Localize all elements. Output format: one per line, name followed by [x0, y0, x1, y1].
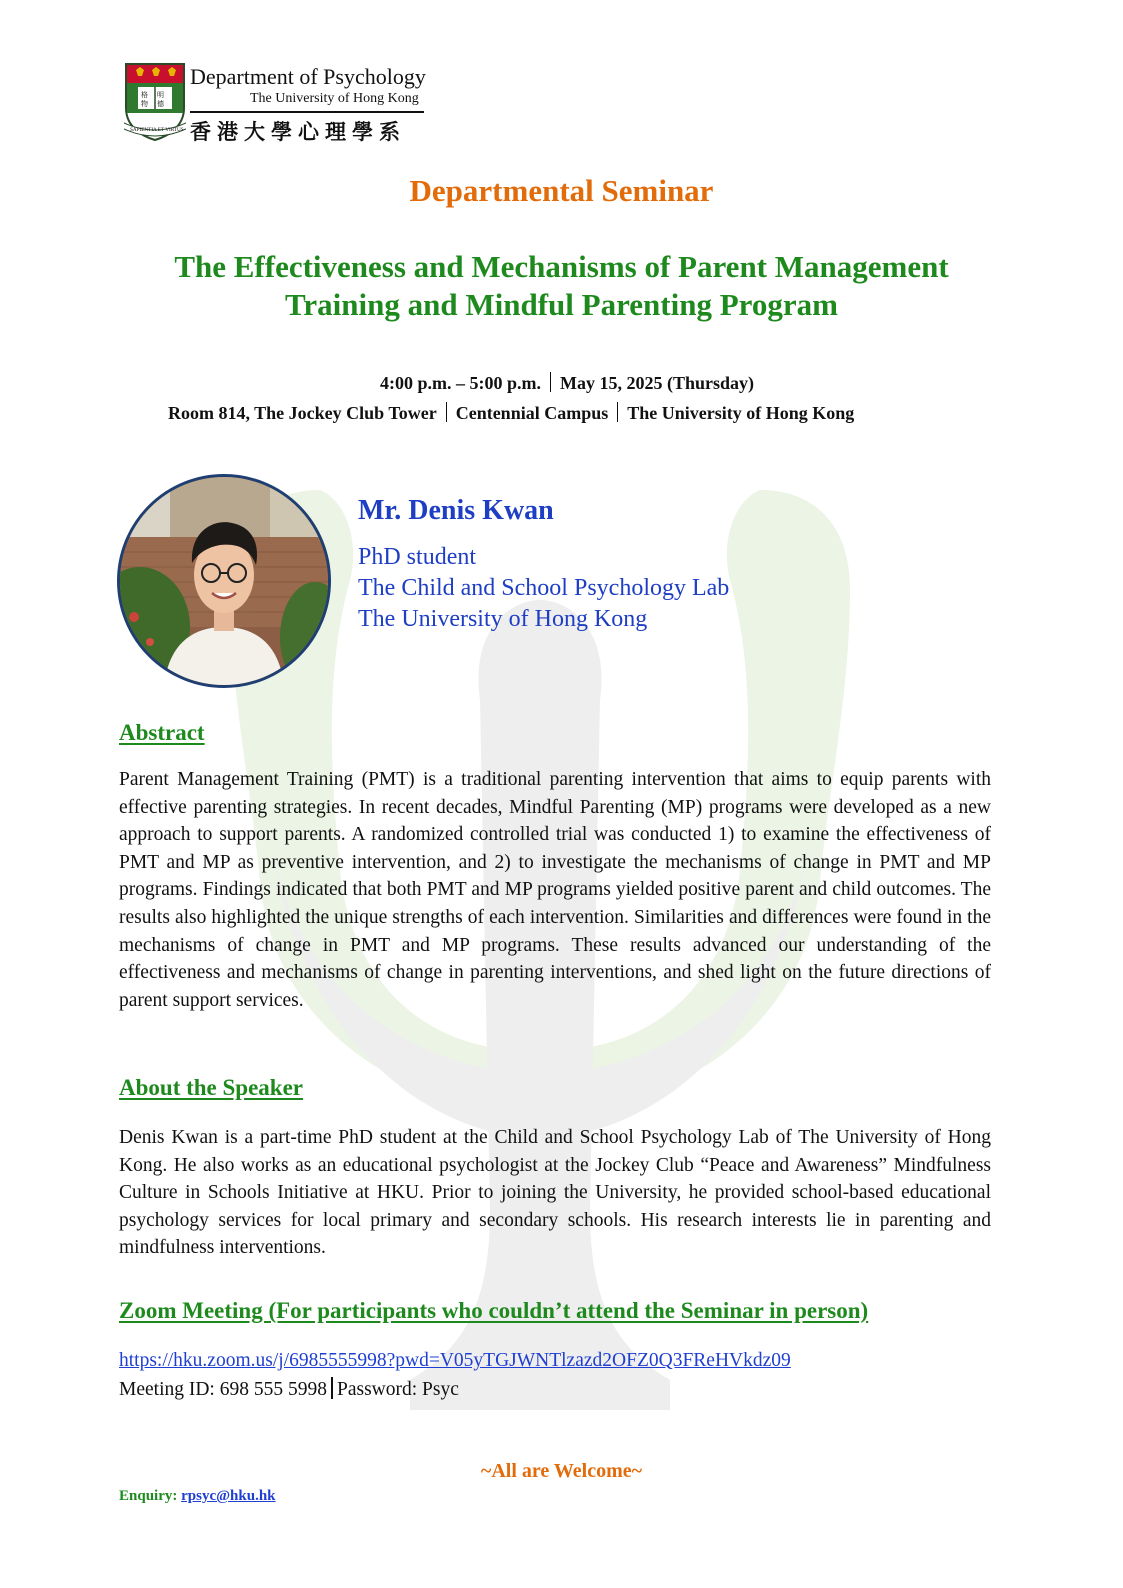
seminar-room: Room 814, The Jockey Club Tower [168, 403, 437, 423]
separator [446, 402, 447, 422]
enquiry-email-link[interactable]: rpsyc@hku.hk [181, 1488, 276, 1504]
seminar-campus: Centennial Campus [455, 403, 609, 423]
svg-text:物: 物 [141, 100, 148, 108]
abstract-heading: Abstract [119, 720, 205, 745]
seminar-university: The University of Hong Kong [627, 403, 855, 423]
about-speaker-text: Denis Kwan is a part-time PhD student at the Child and School Psychology Lab of The University of Hong Kong. He also works as an educational psychologist at the Jockey Club “Peace and Awareness” Mindfulness Culture in Schools Initiative at HKU. Prior to joining the University, he provided school-based educational psychology services for local primary and secondary schools. His research interests lie in parenting and mindfulness interventions. [119, 1127, 991, 1259]
meeting-id: Meeting ID: 698 555 5998 [119, 1379, 327, 1400]
separator [617, 402, 618, 422]
separator [331, 1377, 333, 1399]
seminar-title [60, 248, 1063, 324]
abstract-text: Parent Management Training (PMT) is a traditional parenting intervention that aims to equip parents with effective parenting strategies. In recent decades, Mindful Parenting (MP) programs were developed as a new approach to support parents. A randomized controlled trial was conducted 1) to examine the effectiveness of PMT and MP as preventive intervention, and 2) to investigate the mechanisms of change in PMT and MP programs. Findings indicated that both PMT and MP programs yielded positive parent and child outcomes. The results also highlighted the unique strengths of each intervention. Similarities and differences were found in the mechanisms of change in PMT and MP programs. These results advanced our understanding of the effectiveness and mechanisms of change in parenting interventions, and shed light on the future directions of parent support services. [119, 769, 991, 1011]
svg-text:德: 德 [157, 100, 164, 108]
seminar-type: Departmental Seminar [409, 173, 714, 208]
speaker-role: PhD student [358, 544, 477, 570]
title-line-1: The Effectiveness and Mechanisms of Parent Management [174, 249, 949, 284]
speaker-name: Mr. Denis Kwan [358, 495, 554, 526]
zoom-heading: Zoom Meeting (For participants who couldn’t attend the Seminar in person) [119, 1298, 869, 1323]
about-speaker-heading: About the Speaker [119, 1075, 304, 1100]
svg-text:格: 格 [141, 91, 148, 99]
schedule-time-date [380, 372, 754, 394]
separator [550, 372, 551, 392]
enquiry-line [119, 1488, 276, 1505]
welcome-message: ~All are Welcome~ [480, 1460, 643, 1482]
enquiry-label: Enquiry: [119, 1488, 178, 1504]
chinese-department-name: 香港大學心理學系 [190, 120, 406, 144]
logo-divider [190, 111, 424, 113]
speaker-photo [117, 474, 331, 688]
meeting-details [119, 1377, 459, 1401]
department-name: Department of Psychology [190, 64, 426, 89]
seminar-date: May 15, 2025 (Thursday) [560, 373, 755, 393]
zoom-link[interactable]: https://hku.zoom.us/j/6985555998?pwd=V05yTGJWNTlzazd2OFZ0Q3FReHVkdz09 [119, 1350, 791, 1371]
title-line-2: Training and Mindful Parenting Program [285, 287, 838, 322]
speaker-university: The University of Hong Kong [358, 606, 648, 632]
svg-text:SAPIENTIA ET VIRTUS: SAPIENTIA ET VIRTUS [130, 127, 184, 133]
svg-text:明: 明 [157, 91, 164, 99]
university-name: The University of Hong Kong [250, 91, 419, 106]
meeting-password: Password: Psyc [336, 1379, 459, 1400]
speaker-portrait-icon [120, 477, 328, 685]
speaker-lab: The Child and School Psychology Lab [358, 575, 730, 601]
seminar-time: 4:00 p.m. – 5:00 p.m. [380, 373, 541, 393]
schedule-location [168, 402, 854, 424]
hku-crest-icon [124, 62, 186, 142]
